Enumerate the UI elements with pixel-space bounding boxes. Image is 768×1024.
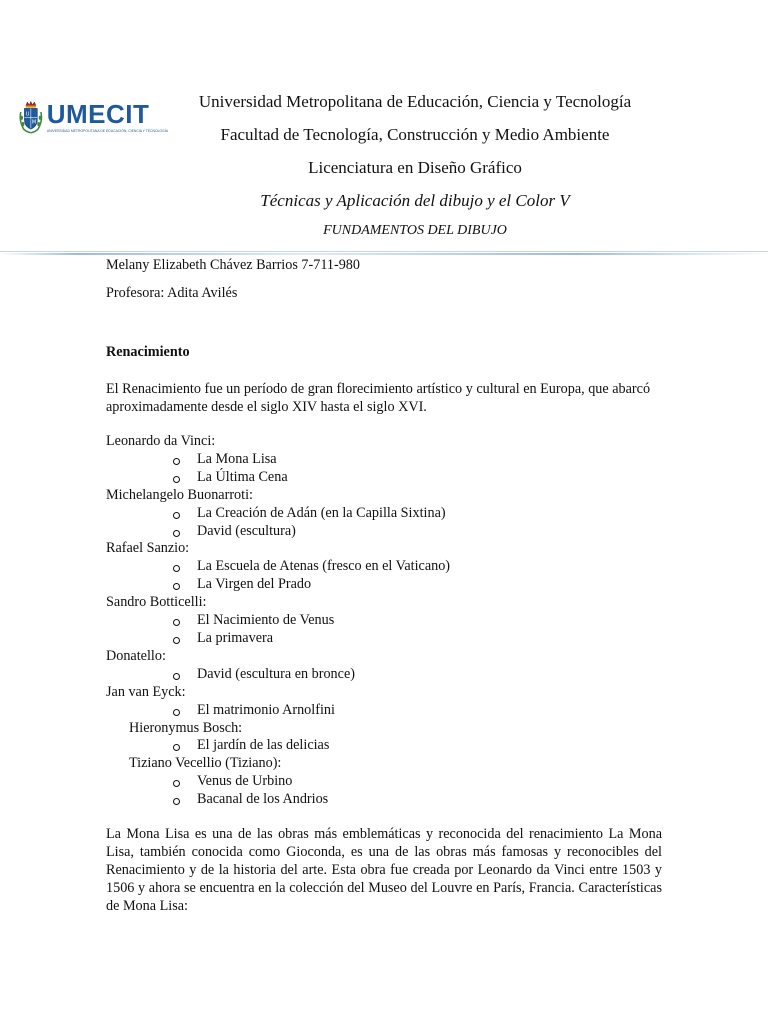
work-item: La Mona Lisa [106, 451, 666, 469]
work-item: Bacanal de los Andrios [106, 791, 666, 809]
artist-name: Rafael Sanzio: [106, 540, 190, 557]
work-item: La Virgen del Prado [106, 576, 666, 594]
work-item: El Nacimiento de Venus [106, 612, 666, 630]
work-item: La primavera [106, 630, 666, 648]
logo-wordmark: UMECIT [46, 98, 150, 129]
artist-name: Tiziano Vecellio (Tiziano): [129, 755, 282, 772]
intro-paragraph: El Renacimiento fue un período de gran florecimiento artístico y cultural en Europa, que abarcó aproximadamente desde el siglo XIV hasta el siglo XVI. [106, 381, 651, 415]
work-item: Venus de Urbino [106, 773, 666, 791]
work-item: El jardín de las delicias [106, 737, 666, 755]
faculty-name: Facultad de Tecnología, Construcción y Medio Ambiente [220, 125, 610, 144]
header-divider [0, 251, 768, 252]
works-list [106, 451, 666, 487]
artist-name: Hieronymus Bosch: [129, 719, 243, 736]
student-name: Melany Elizabeth Chávez Barrios 7-711-980 [106, 257, 360, 273]
artist-name: Michelangelo Buonarroti: [106, 486, 253, 503]
mona-lisa-paragraph: La Mona Lisa es una de las obras más emblemáticas y reconocida del renacimiento La Mona Lisa, también conocida como Gioconda, es una de las obras más famosas y reconocibles del Renacimiento y de la historia del arte. Esta obra fue creada por Leonardo da Vinci entre 1503 y 1506 y ahora se encuentra en la colección del Museo del Louvre en París, Francia. Características de Mona Lisa: [106, 826, 662, 914]
works-list [106, 505, 666, 541]
degree-name: Licenciatura en Diseño Gráfico [308, 158, 522, 177]
work-item: La Creación de Adán (en la Capilla Sixtina) [106, 505, 666, 523]
artists-list [106, 433, 666, 809]
work-item: El matrimonio Arnolfini [106, 702, 666, 720]
works-list [106, 702, 666, 720]
artist-name: Sandro Botticelli: [106, 594, 207, 611]
university-name: Universidad Metropolitana de Educación, Ciencia y Tecnología [198, 92, 632, 111]
works-list [106, 773, 666, 809]
work-item: David (escultura en bronce) [106, 666, 666, 684]
header-divider-accent [0, 253, 768, 255]
works-list [106, 612, 666, 648]
work-item: La Última Cena [106, 469, 666, 487]
work-item: David (escultura) [106, 523, 666, 541]
logo-subtitle: UNIVERSIDAD METROPOLITANA DE EDUCACIÓN, CIENCIA Y TECNOLOGÍA [46, 128, 168, 133]
teacher-name: Profesora: Adita Avilés [106, 285, 238, 301]
work-item: La Escuela de Atenas (fresco en el Vaticano) [106, 558, 666, 576]
svg-text:U: U [25, 111, 30, 118]
svg-text:M: M [31, 119, 37, 126]
works-list [106, 666, 666, 684]
artist-name: Jan van Eyck: [106, 683, 186, 700]
topic-title: FUNDAMENTOS DEL DIBUJO [323, 223, 507, 238]
works-list [106, 737, 666, 755]
artist-name: Leonardo da Vinci: [106, 433, 216, 449]
section-title: Renacimiento [106, 344, 190, 360]
works-list [106, 558, 666, 594]
artist-name: Donatello: [106, 647, 166, 664]
course-name: Técnicas y Aplicación del dibujo y el Color V [260, 191, 570, 210]
